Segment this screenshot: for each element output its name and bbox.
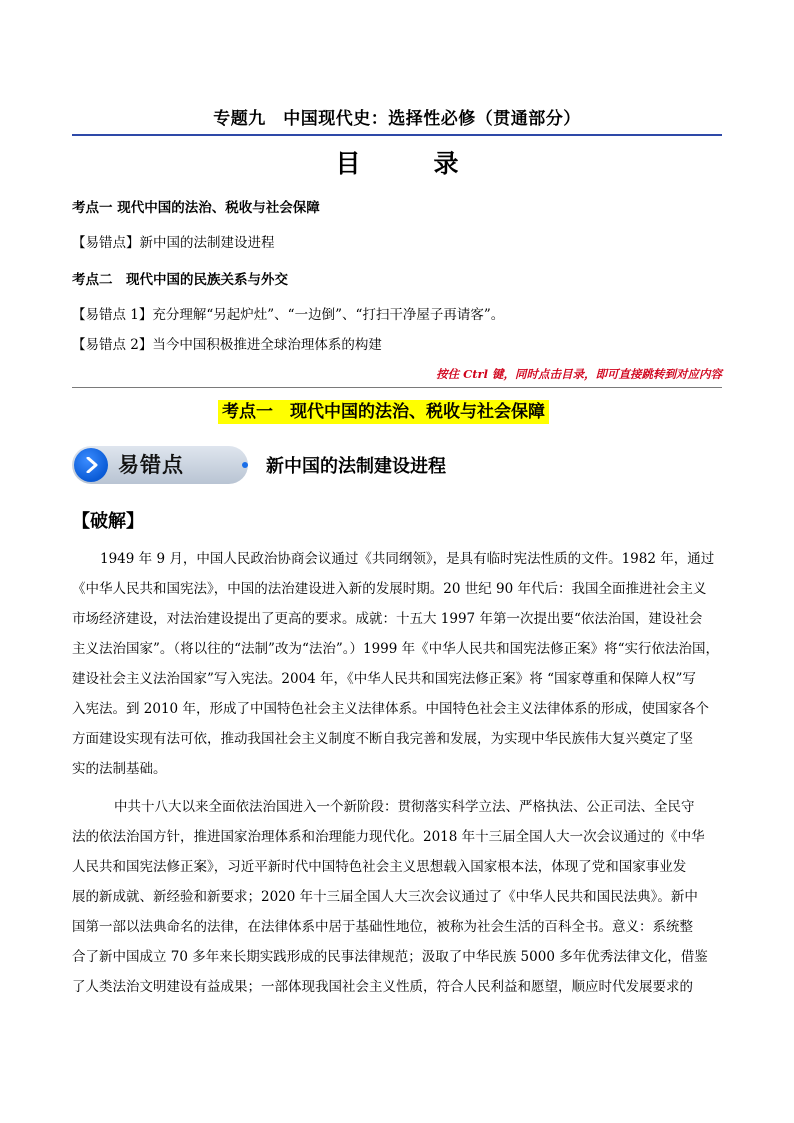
section-banner: 考点一 现代中国的法治、税收与社会保障	[218, 400, 549, 424]
toc-heading: 目 录	[335, 149, 483, 178]
paragraph-2-line: 合了新中国成立 70 多年来长期实践形成的民事法律规范；汲取了中华民族 5000 多年优秀法律文化，借鉴	[72, 949, 708, 965]
paragraph-2-line: 人民共和国宪法修正案》，习近平新时代中国特色社会主义思想载入国家根本法，体现了党和国家事业发	[72, 859, 687, 875]
toc-divider	[72, 387, 722, 388]
paragraph-1-line: 市场经济建设，对法治建设提出了更高的要求。成就：十五大 1997 年第一次提出要“依法治国，建设社会	[72, 611, 703, 627]
pitfall-title: 新中国的法制建设进程	[266, 456, 446, 477]
paragraph-1-line: 主义法治国家”。（将以往的“法制”改为“法治”。）1999 年《中华人民共和国宪法修正案》将“实行依法治国，	[72, 641, 720, 657]
paragraph-2-line: 了人类法治文明建设有益成果；一部体现我国社会主义性质，符合人民利益和愿望，顺应时代发展要求的	[72, 979, 693, 995]
paragraph-1-line: 1949 年 9 月，中国人民政治协商会议通过《共同纲领》，是具有临时宪法性质的文件。1982 年，通过	[100, 551, 715, 567]
toc-link-pitfall-2[interactable]: 【易错点 2】当今中国积极推进全球治理体系的构建	[72, 337, 382, 353]
toc-link-pitfall-1[interactable]: 【易错点 1】充分理解“另起炉灶”、“一边倒”、“打扫干净屋子再请客”。	[72, 307, 505, 323]
toc-link-pitfall[interactable]: 【易错点】新中国的法制建设进程	[72, 235, 275, 251]
paragraph-2-line: 展的新成就、新经验和新要求；2020 年十三届全国人大三次会议通过了《中华人民共和国民法典》。新中	[72, 889, 698, 905]
toc-link-topic-2[interactable]: 考点二 现代中国的民族关系与外交	[72, 272, 288, 288]
analysis-heading: 【破解】	[72, 511, 144, 532]
toc-link-topic-1[interactable]: 考点一 现代中国的法治、税收与社会保障	[72, 200, 320, 216]
pitfall-tag	[72, 446, 262, 484]
paragraph-1-line: 入宪法。到 2010 年，形成了中国特色社会主义法律体系。中国特色社会主义法律体系的形成，使国家各个	[72, 701, 709, 717]
title-divider	[72, 134, 722, 136]
dot-icon	[242, 462, 248, 468]
pitfall-tag-label: 易错点	[118, 453, 184, 477]
ctrl-click-tip: 按住 Ctrl 键，同时点击目录，即可直接跳转到对应内容	[436, 367, 722, 381]
paragraph-1-line: 方面建设实现有法可依，推动我国社会主义制度不断自我完善和发展，为实现中华民族伟大复兴奠定了坚	[72, 731, 693, 747]
paragraph-2-line: 国第一部以法典命名的法律，在法律体系中居于基础性地位，被称为社会生活的百科全书。意义：系统整	[72, 919, 693, 935]
paragraph-2-line: 法的依法治国方针，推进国家治理体系和治理能力现代化。2018 年十三届全国人大一次会议通过的《中华	[72, 829, 705, 845]
paragraph-1-line: 《中华人民共和国宪法》，中国的法治建设进入新的发展时期。20 世纪 90 年代后：我国全面推进社会主义	[72, 581, 707, 597]
chevron-circle-icon	[74, 448, 108, 482]
chevron-right-icon	[85, 457, 99, 473]
paragraph-1-line: 实的法制基础。	[72, 761, 167, 777]
paragraph-2-line: 中共十八大以来全面依法治国进入一个新阶段：贯彻落实科学立法、严格执法、公正司法、全民守	[114, 799, 695, 815]
paragraph-1-line: 建设社会主义法治国家”写入宪法。2004 年，《中华人民共和国宪法修正案》将 “国家尊重和保障人权”写	[72, 671, 696, 687]
document-title: 专题九 中国现代史：选择性必修（贯通部分）	[213, 109, 581, 129]
